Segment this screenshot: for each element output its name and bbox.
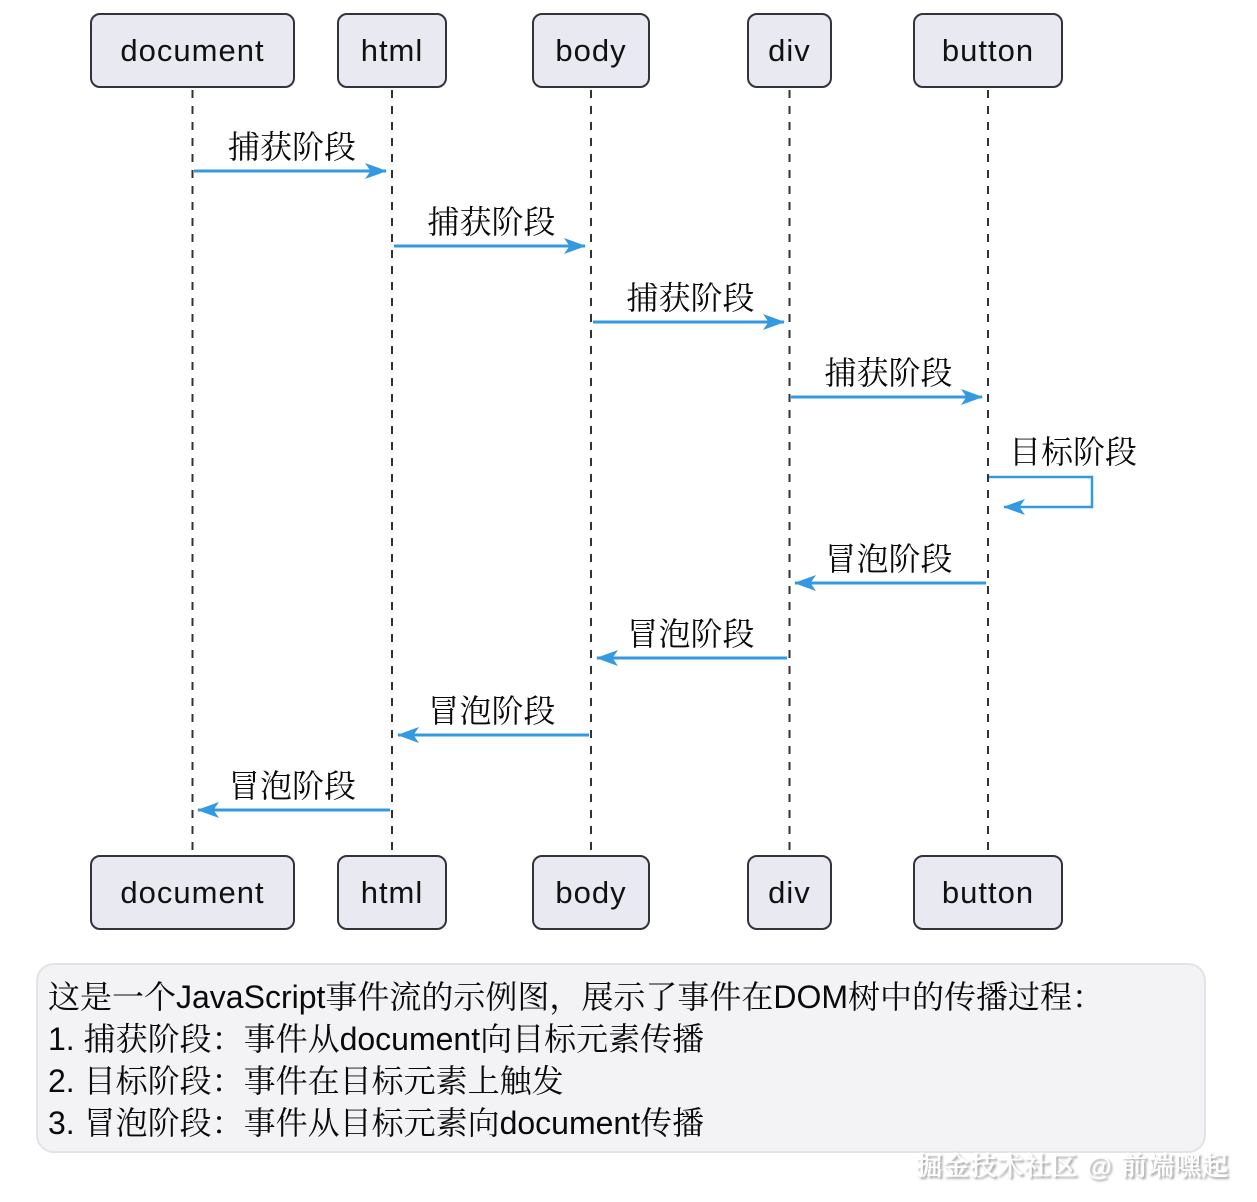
message-label-capture-4: 捕获阶段: [824, 355, 953, 391]
message-label-bubble-1: 冒泡阶段: [824, 541, 953, 577]
actor-top-html: html: [337, 13, 447, 88]
actor-top-div: div: [747, 13, 832, 88]
actor-bottom-button: button: [913, 855, 1063, 930]
message-label-target: 目标阶段: [1008, 434, 1137, 470]
note-item-bubble: 3. 冒泡阶段：事件从目标元素向document传播: [48, 1105, 705, 1141]
message-label-capture-2: 捕获阶段: [427, 204, 556, 240]
message-label-bubble-2: 冒泡阶段: [626, 616, 755, 652]
actor-top-button: button: [913, 13, 1063, 88]
actor-top-body: body: [532, 13, 650, 88]
note-item-target: 2. 目标阶段：事件在目标元素上触发: [48, 1063, 564, 1099]
message-label-bubble-4: 冒泡阶段: [227, 768, 356, 804]
watermark: 掘金技术社区 @ 前端嘿起: [916, 1151, 1229, 1181]
actor-bottom-div: div: [747, 855, 832, 930]
note-intro: 这是一个JavaScript事件流的示例图，展示了事件在DOM树中的传播过程：: [48, 979, 1105, 1015]
message-label-bubble-3: 冒泡阶段: [427, 693, 556, 729]
message-label-capture-3: 捕获阶段: [626, 280, 755, 316]
actor-bottom-body: body: [532, 855, 650, 930]
message-label-capture-1: 捕获阶段: [227, 129, 356, 165]
note-item-capture: 1. 捕获阶段：事件从document向目标元素传播: [48, 1021, 705, 1057]
note-box: [36, 963, 1206, 1153]
actor-bottom-html: html: [337, 855, 447, 930]
actor-bottom-document: document: [90, 855, 295, 930]
target-self-loop-button: [989, 477, 1092, 507]
actor-top-document: document: [90, 13, 295, 88]
